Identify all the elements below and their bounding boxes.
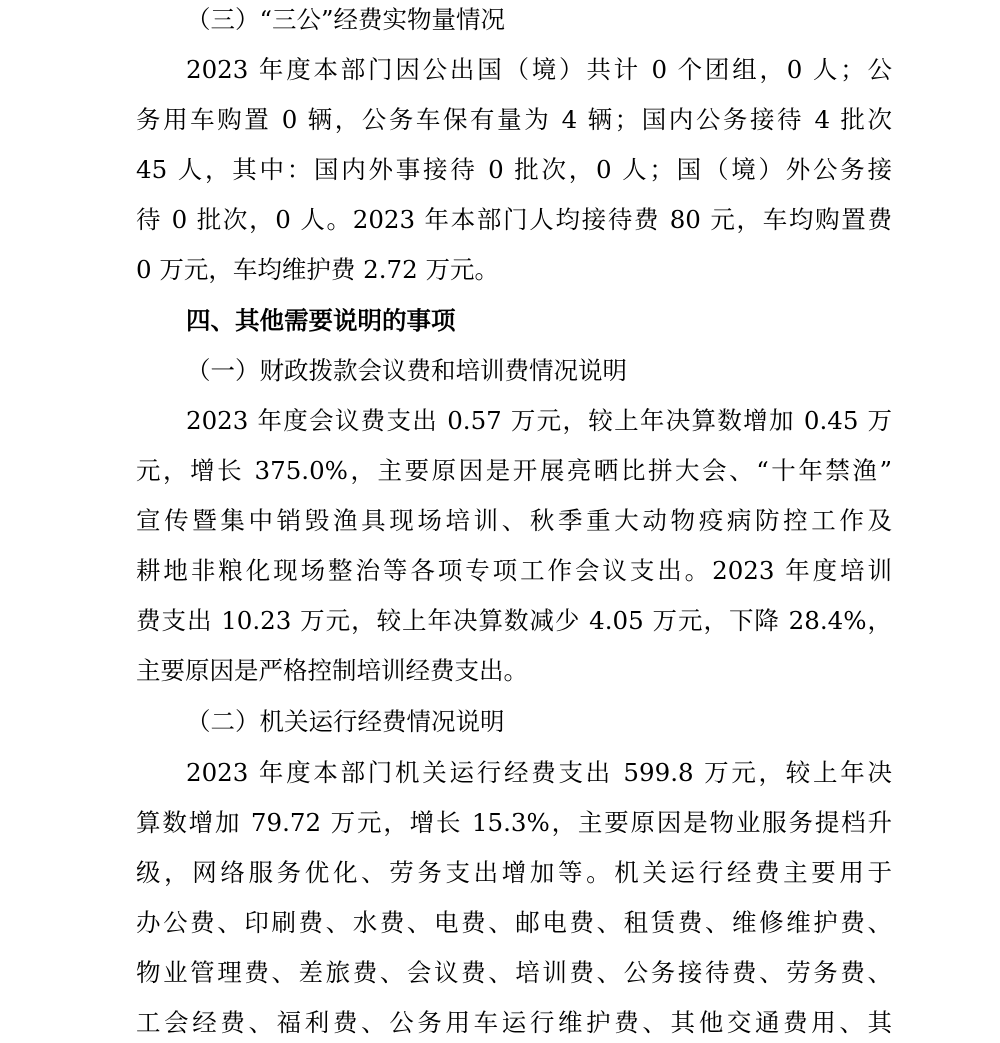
section-heading-meeting: （一）财政拨款会议费和培训费情况说明	[186, 356, 627, 385]
paragraph-line: 主要原因是严格控制培训经费支出。	[136, 656, 528, 685]
paragraph-line: 宣传暨集中销毁渔具现场培训、秋季重大动物疫病防控工作及	[136, 506, 892, 535]
paragraph-line: 级，网络服务优化、劳务支出增加等。机关运行经费主要用于	[136, 858, 892, 887]
paragraph-line: 费支出 10.23 万元，较上年决算数减少 4.05 万元，下降 28.4%，	[136, 606, 892, 635]
paragraph-line: 元，增长 375.0%，主要原因是开展亮晒比拼大会、“十年禁渔”	[136, 456, 892, 485]
paragraph-line: 算数增加 79.72 万元，增长 15.3%，主要原因是物业服务提档升	[136, 808, 892, 837]
paragraph-line: 耕地非粮化现场整治等各项专项工作会议支出。2023 年度培训	[136, 556, 892, 585]
paragraph-line: 2023 年度本部门因公出国（境）共计 0 个团组，0 人；公	[186, 55, 892, 84]
paragraph-line: 务用车购置 0 辆，公务车保有量为 4 辆；国内公务接待 4 批次	[136, 105, 892, 134]
section-heading-operating: （二）机关运行经费情况说明	[186, 707, 505, 736]
paragraph-line: 工会经费、福利费、公务用车运行维护费、其他交通费用、其	[136, 1008, 892, 1037]
paragraph-line: 0 万元，车均维护费 2.72 万元。	[136, 255, 500, 284]
section-heading-four: 四、其他需要说明的事项	[186, 306, 456, 335]
paragraph-line: 45 人，其中：国内外事接待 0 批次，0 人；国（境）外公务接	[136, 155, 892, 184]
paragraph-line: 待 0 批次，0 人。2023 年本部门人均接待费 80 元，车均购置费	[136, 205, 892, 234]
paragraph-line: 2023 年度本部门机关运行经费支出 599.8 万元，较上年决	[186, 758, 892, 787]
paragraph-line: 物业管理费、差旅费、会议费、培训费、公务接待费、劳务费、	[136, 958, 892, 987]
paragraph-line: 办公费、印刷费、水费、电费、邮电费、租赁费、维修维护费、	[136, 908, 892, 937]
paragraph-line: 2023 年度会议费支出 0.57 万元，较上年决算数增加 0.45 万	[186, 406, 892, 435]
section-heading-sangong: （三）“三公”经费实物量情况	[186, 5, 506, 34]
